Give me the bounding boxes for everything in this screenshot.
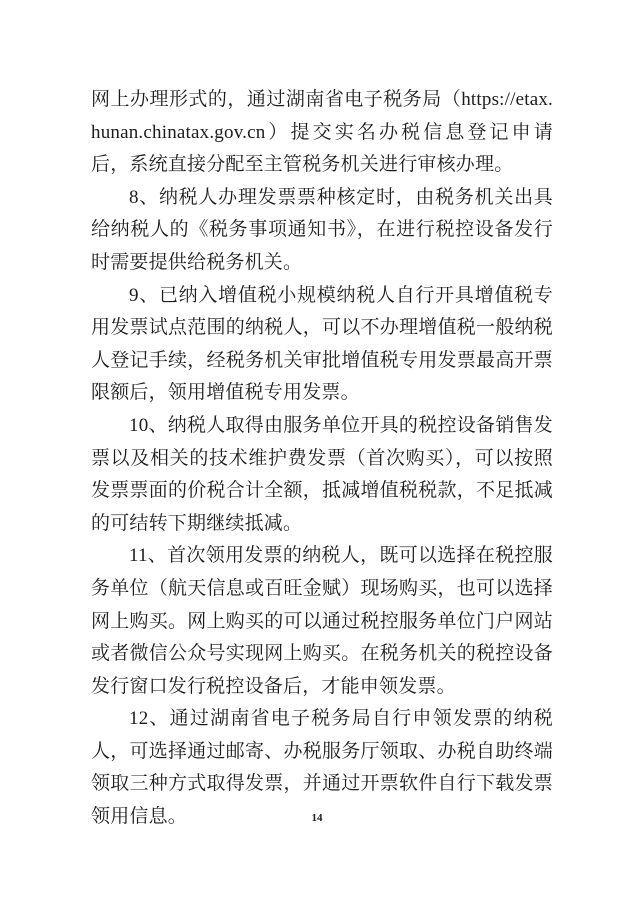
paragraph-item-10: 10、纳税人取得由服务单位开具的税控设备销售发票以及相关的技术维护费发票（首次购买），可以按照发票票面的价税合计全额，抵减增值税税款，不足抵减的可结转下期继续抵减。 xyxy=(91,414,553,534)
paragraph-item-9: 9、已纳入增值税小规模纳税人自行开具增值税专用发票试点范围的纳税人，可以不办理增值税一般纳税人登记手续，经税务机关审批增值税专用发票最高开票限额后，领用增值税专用发票。 xyxy=(91,284,553,404)
paragraph-item-11: 11、首次领用发票的纳税人，既可以选择在税控服务单位（航天信息或百旺金赋）现场购买，也可以选择网上购买。网上购买的可以通过税控服务单位门户网站或者微信公众号实现网上购买。在税务机关的税控设备发行窗口发行税控设备后，才能申领发票。 xyxy=(91,545,553,697)
paragraph-continuation: 网上办理形式的，通过湖南省电子税务局（https://etax.hunan.chinatax.gov.cn）提交实名办税信息登记申请后，系统直接分配至主管税务机关进行审核办理。 xyxy=(91,89,553,176)
paragraph-item-8: 8、纳税人办理发票票种核定时，由税务机关出具给纳税人的《税务事项通知书》，在进行税控设备发行时需要提供给税务机关。 xyxy=(91,186,553,273)
paragraph-item-12: 12、通过湖南省电子税务局自行申领发票的纳税人，可选择通过邮寄、办税服务厅领取、办税自助终端领取三种方式取得发票，并通过开票软件自行下载发票领用信息。 xyxy=(91,708,553,828)
page-number: 14 xyxy=(311,812,323,824)
document-body xyxy=(91,84,553,834)
